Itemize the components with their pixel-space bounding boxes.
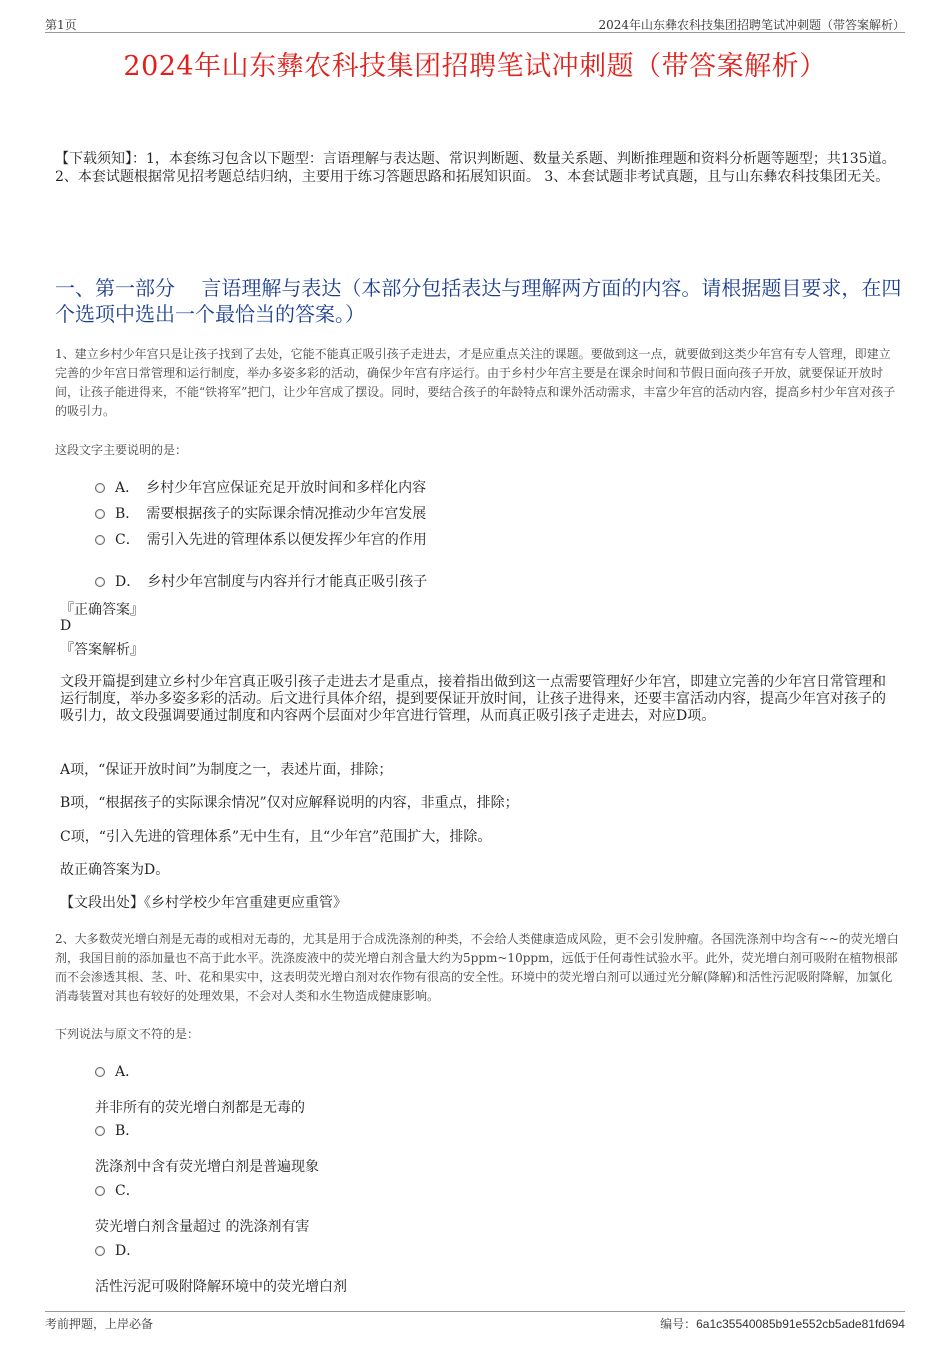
radio-icon[interactable] xyxy=(95,577,105,587)
section-heading: 一、第一部分 言语理解与表达（本部分包括表达与理解两方面的内容。请根据题目要求，在四个选项中选出一个最恰当的答案。） xyxy=(55,276,902,326)
question-1-prompt: 这段文字主要说明的是： xyxy=(55,443,188,457)
question-2-text: 2、大多数荧光增白剂是无毒的或相对无毒的，尤其是用于合成洗涤剂的种类，不会给人类健康造成风险，更不会引发肿瘤。各国洗涤剂中均含有~~的荧光增白剂，我国目前的添加量也不高于此水平。洗涤废液中的荧光增白剂含量大约为5ppm~10ppm，远低于任何毒性试验水平。此外，荧光增白剂可吸附在植物根部而不会渗透其根、茎、叶、花和果实中，这表明荧光增白剂对农作物有很高的安全性。环境中的荧光增白剂可以通过光分解(降解)和活性污泥吸附降解，加氯化消毒装置对其也有较好的处理效果，不会对人类和水生物造成健康影响。 xyxy=(55,932,899,1003)
q1-option-b[interactable]: B． 需要根据孩子的实际课余情况推动少年宫发展 xyxy=(95,503,426,523)
page-number: 第1页 xyxy=(45,18,77,32)
document-title: 2024年山东彝农科技集团招聘笔试冲刺题（带答案解析） xyxy=(123,51,827,82)
analysis-option-c: C项，“引入先进的管理体系”无中生有，且“少年宫”范围扩大，排除。 xyxy=(60,829,492,845)
page-header xyxy=(45,14,905,33)
q2-option-c-text: 荧光增白剂含量超过 的洗涤剂有害 xyxy=(95,1219,310,1235)
text-source: 【文段出处】《乡村学校少年宫重建更应重管》 xyxy=(60,895,347,911)
q2-option-b-text: 洗涤剂中含有荧光增白剂是普遍现象 xyxy=(95,1159,319,1175)
q2-option-a-text: 并非所有的荧光增白剂都是无毒的 xyxy=(95,1100,305,1116)
radio-icon[interactable] xyxy=(95,1126,105,1136)
analysis-option-a: A项，“保证开放时间”为制度之一，表述片面，排除； xyxy=(60,762,393,778)
q2-option-c[interactable]: C． xyxy=(95,1180,140,1200)
radio-icon[interactable] xyxy=(95,1067,105,1077)
footer-id: 编号：6a1c35540085b91e552cb5ade81fd694 xyxy=(660,1317,905,1331)
page-footer xyxy=(45,1311,905,1332)
analysis-label: 『答案解析』 xyxy=(60,642,144,658)
q2-option-d[interactable]: D． xyxy=(95,1240,140,1260)
radio-icon[interactable] xyxy=(95,1246,105,1256)
analysis-text: 文段开篇提到建立乡村少年宫真正吸引孩子走进去才是重点，接着指出做到这一点需要管理好少年宫，即建立完善的少年宫日常管理和运行制度，举办多姿多彩的活动。后文进行具体介绍，提到要保证开放时间，让孩子进得来，还要丰富活动内容，提高少年宫对孩子的吸引力，故文段强调要通过制度和内容两个层面对少年宫进行管理，从而真正吸引孩子走进去，对应D项。 xyxy=(60,674,886,724)
answer-value: D xyxy=(60,618,72,634)
answer-label: 『正确答案』 xyxy=(60,602,144,618)
question-1-text: 1、建立乡村少年宫只是让孩子找到了去处，它能不能真正吸引孩子走进去，才是应重点关注的课题。要做到这一点，就要做到这类少年宫有专人管理，即建立完善的少年宫日常管理和运行制度，举办多姿多彩的活动，确保少年宫有序运行。由于乡村少年宫主要是在课余时间和节假日面向孩子开放，就要保证开放时间，让孩子能进得来，不能“铁将军”把门，让少年宫成了摆设。同时，要结合孩子的年龄特点和课外活动需求，丰富少年宫的活动内容，提高乡村少年宫对孩子的吸引力。 xyxy=(55,347,896,418)
radio-icon[interactable] xyxy=(95,509,105,519)
analysis-conclusion: 故正确答案为D。 xyxy=(60,862,170,878)
footer-slogan: 考前押题，上岸必备 xyxy=(45,1317,154,1331)
q2-option-d-text: 活性污泥可吸附降解环境中的荧光增白剂 xyxy=(95,1279,347,1295)
q1-option-a[interactable]: A． 乡村少年宫应保证充足开放时间和多样化内容 xyxy=(95,477,426,497)
download-notice: 【下载须知】：1，本套练习包含以下题型：言语理解与表达题、常识判断题、数量关系题、判断推理题和资料分析题等题型；共135道。 2、本套试题根据常见招考题总结归纳，主要用于练习答题思路和拓展知识面。 3、本套试题非考试真题，且与山东彝农科技集团无关。 xyxy=(55,151,896,185)
radio-icon[interactable] xyxy=(95,1186,105,1196)
header-doc-title: 2024年山东彝农科技集团招聘笔试冲刺题（带答案解析） xyxy=(598,18,905,32)
analysis-option-b: B项，“根据孩子的实际课余情况”仅对应解释说明的内容，非重点，排除； xyxy=(60,795,519,811)
radio-icon[interactable] xyxy=(95,483,105,493)
q2-option-a[interactable]: A． xyxy=(95,1061,139,1081)
q1-option-c[interactable]: C． 需引入先进的管理体系以便发挥少年宫的作用 xyxy=(95,529,427,549)
q2-option-b[interactable]: B． xyxy=(95,1120,139,1140)
question-2-prompt: 下列说法与原文不符的是： xyxy=(55,1027,200,1041)
radio-icon[interactable] xyxy=(95,535,105,545)
q1-option-d[interactable]: D． 乡村少年宫制度与内容并行才能真正吸引孩子 xyxy=(95,571,427,591)
